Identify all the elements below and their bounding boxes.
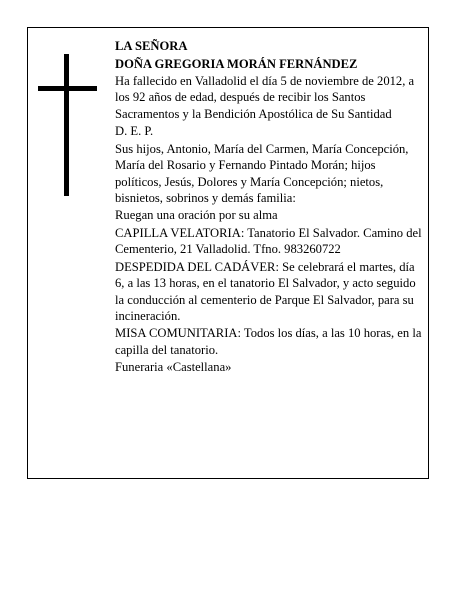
chapel-info: CAPILLA VELATORIA: Tanatorio El Salvador. Camino del Cementerio, 21 Valladolid. Tfno. 983260722 [115, 226, 422, 257]
death-announcement: Ha fallecido en Valladolid el día 5 de noviembre de 2012, a los 92 años de edad, después de recibir los Santos Sacramentos y la Bendición Apostólica de Su Santidad [115, 74, 415, 121]
notice-honorific: LA SEÑORA [115, 39, 188, 53]
farewell-info: DESPEDIDA DEL CADÁVER: Se celebrará el martes, día 6, a las 13 horas, en el tanatorio El Salvador, y acto seguido la conducción al cementerio de Parque El Salvador, para su incineración. [115, 259, 416, 323]
dep-line: D. E. P. [115, 124, 154, 139]
cross-vertical-bar [64, 54, 69, 196]
mass-info: MISA COMUNITARIA: Todos los días, a las 10 horas, en la capilla del tanatorio. [115, 326, 422, 357]
cross-horizontal-bar [38, 86, 97, 91]
family-paragraph: Sus hijos, Antonio, María del Carmen, María Concepción, María del Rosario y Fernando Pintado Morán; hijos políticos, Jesús, Dolores y María Concepción; nietos, bisnietos, sobrinos y demás familia: [115, 141, 409, 205]
notice-body [115, 38, 423, 376]
funeral-home: Funeraria «Castellana» [115, 360, 232, 375]
prayer-request: Ruegan una oración por su alma [115, 208, 278, 223]
deceased-name: DOÑA GREGORIA MORÁN FERNÁNDEZ [115, 56, 358, 71]
